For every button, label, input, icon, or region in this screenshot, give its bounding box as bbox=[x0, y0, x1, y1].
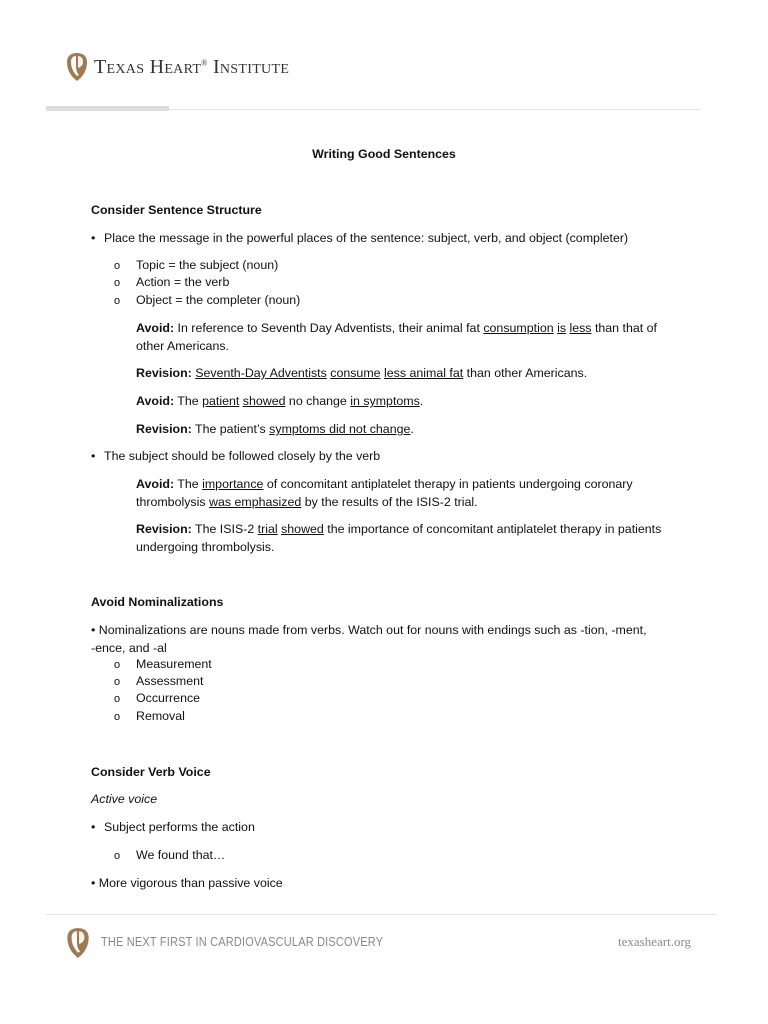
circle-bullet-icon: o bbox=[114, 676, 121, 688]
section-heading-nominalizations: Avoid Nominalizations bbox=[91, 595, 224, 609]
brand-name: Texas Heart® Institute bbox=[94, 55, 290, 78]
list-item: o Topic = the subject (noun) bbox=[114, 257, 278, 276]
circle-bullet-icon: o bbox=[114, 850, 121, 862]
heart-logo-icon bbox=[66, 52, 88, 82]
heart-logo-icon bbox=[66, 927, 90, 959]
bullet-icon: • bbox=[91, 820, 96, 834]
list-item: o Removal bbox=[114, 708, 185, 727]
page-title: Writing Good Sentences bbox=[312, 147, 456, 161]
brand-logo[interactable] bbox=[66, 52, 289, 82]
circle-bullet-icon: o bbox=[114, 260, 121, 272]
footer-divider bbox=[46, 914, 717, 915]
bullet-icon: • bbox=[91, 231, 96, 245]
section-heading-structure: Consider Sentence Structure bbox=[91, 203, 262, 217]
subheading-active-voice: Active voice bbox=[91, 792, 158, 806]
bullet-item: • Nominalizations are nouns made from verbs. Watch out for nouns with endings such as -tion, -ment, -ence, and -al bbox=[91, 623, 647, 655]
bullet-icon: • bbox=[91, 876, 99, 890]
list-item: o We found that… bbox=[114, 847, 225, 866]
circle-bullet-icon: o bbox=[114, 659, 121, 671]
list-item: o Measurement bbox=[114, 656, 212, 675]
bullet-icon: • bbox=[91, 449, 96, 463]
footer-website-link[interactable]: texasheart.org bbox=[618, 934, 692, 949]
circle-bullet-icon: o bbox=[114, 693, 121, 705]
bullet-icon: • bbox=[91, 623, 99, 637]
list-item: o Assessment bbox=[114, 673, 203, 692]
bullet-item: • More vigorous than passive voice bbox=[91, 876, 283, 890]
example-avoid: Avoid: The patient showed no change in symptoms. bbox=[136, 394, 424, 408]
bullet-item: • Subject performs the action bbox=[91, 819, 691, 837]
header-divider bbox=[46, 109, 701, 110]
list-item: o Occurrence bbox=[114, 690, 200, 709]
bullet-item: • Place the message in the powerful places of the sentence: subject, verb, and object (completer) bbox=[91, 230, 691, 248]
section-heading-verb-voice: Consider Verb Voice bbox=[91, 765, 211, 779]
circle-bullet-icon: o bbox=[114, 277, 121, 289]
example-avoid: Avoid: In reference to Seventh Day Adventists, their animal fat consumption is less than that of other Americans. bbox=[136, 321, 657, 353]
footer-tagline: THE NEXT FIRST IN CARDIOVASCULAR DISCOVERY bbox=[101, 935, 384, 949]
list-item: o Action = the verb bbox=[114, 274, 229, 293]
example-revision: Revision: Seventh-Day Adventists consume less animal fat than other Americans. bbox=[136, 366, 588, 380]
example-revision: Revision: The ISIS-2 trial showed the importance of concomitant antiplatelet therapy in patients undergoing thrombolysis. bbox=[136, 522, 662, 554]
circle-bullet-icon: o bbox=[114, 711, 121, 723]
example-revision: Revision: The patient’s symptoms did not change. bbox=[136, 422, 414, 436]
circle-bullet-icon: o bbox=[114, 295, 121, 307]
example-avoid: Avoid: The importance of concomitant antiplatelet therapy in patients undergoing coronary thrombolysis was emphasized by the results of the ISIS-2 trial. bbox=[136, 477, 633, 509]
bullet-item: • The subject should be followed closely by the verb bbox=[91, 448, 691, 466]
list-item: o Object = the completer (noun) bbox=[114, 292, 300, 311]
